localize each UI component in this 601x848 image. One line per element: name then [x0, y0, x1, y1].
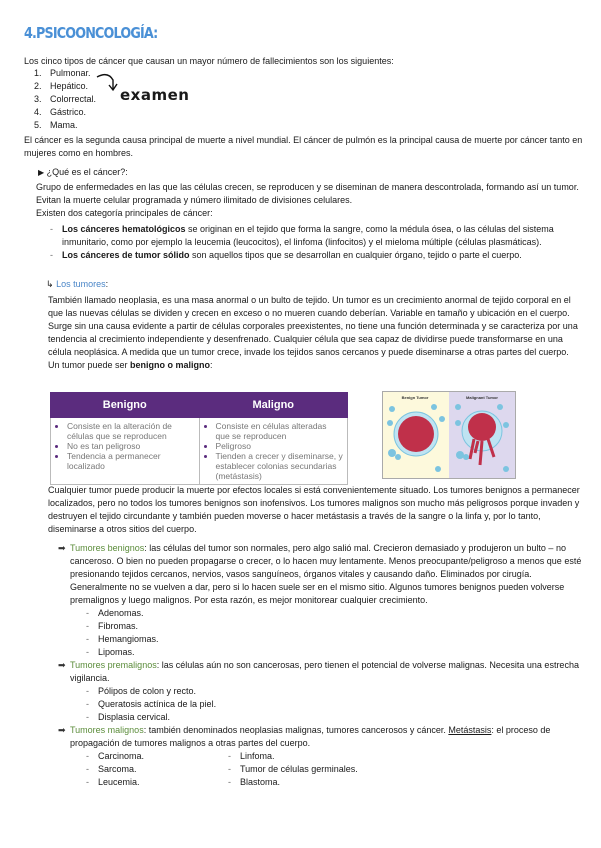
description: se originan en el tejido que forma la sangre, como la médula ósea, o las células del sistema inmunitario, como por ejemplo la leucemia (leucocitos), el linfoma (linfocitos) y el mieloma múltiple (células plasmáticas). [62, 224, 554, 247]
malignos-examples-col2 [228, 750, 358, 789]
list-item [34, 67, 96, 80]
malignos-label: Tumores malignos [70, 725, 144, 735]
list-label: Pulmonar. [50, 68, 91, 78]
triangle-icon: ▶ [38, 168, 45, 177]
malignant-tumor-mass [468, 413, 496, 441]
table-item: • Tienden a crecer y diseminarse, y establecer colonias secundarias (metástasis) [216, 451, 344, 481]
list-item: - Displasia cervical. [86, 711, 588, 724]
benign-label: Benign Tumor [401, 395, 429, 400]
list-item [50, 249, 586, 262]
term: Los cánceres de tumor sólido [62, 250, 190, 260]
list-item: - Carcinoma. [86, 750, 228, 763]
benignos-item [58, 542, 588, 659]
malignos-examples-col1 [86, 750, 228, 789]
description: son aquellos tipos que se desarrollan en cualquier órgano, tejido o parte el cuerpo. [189, 250, 522, 260]
list-label: Gástrico. [50, 107, 87, 117]
list-item: - Lipomas. [86, 646, 588, 659]
list-item: - Tumor de células germinales. [228, 763, 358, 776]
header-maligno: Maligno [199, 393, 348, 418]
sub-arrow-icon: ↳ [46, 279, 54, 289]
list-item: - Hemangiomas. [86, 633, 588, 646]
premalignos-item [58, 659, 588, 724]
que-es-heading [38, 166, 128, 179]
metastasis-definition: : el proceso de propagación de tumores malignos a otras partes del cuerpo. [70, 725, 551, 748]
tumores-text: También llamado neoplasia, es una masa anormal o un bulto de tejido. Un tumor es un crecimiento anormal de tejido corporal en el que las nuevas células se dividen y crecen en exceso o no mueren cuando deberían. Variable en tamaño y ubicación en el cuerpo. Surge sin una causa evidente a partir de células corporales preexistentes, no tiene una función determinada y se caracteriza por una tendencia al crecimiento independiente y desenfrenado. Cualquier célula que sea capaz de dividirse puede transformarse en una célula neoplásica. A medida que un tumor crece, invade los tejidos sanos cercanos y puede diseminarse a otras partes del cuerpo. [48, 295, 578, 357]
benignos-label: Tumores benignos [70, 543, 145, 553]
categories-list [50, 223, 586, 262]
definition-text: Grupo de enfermedades en las que las células crecen, se reproducen y se diseminan de manera descontrolada, formando así un tumor. Evitan la muerte celular programada y número ilimitado de divisiones celulares. [36, 182, 579, 205]
categories-intro: Existen dos categoría principales de cáncer: [36, 208, 213, 218]
heading-text: ¿Qué es el cáncer?: [46, 167, 128, 177]
list-item: - Sarcoma. [86, 763, 228, 776]
malignant-label: Malignant Tumor [466, 395, 498, 400]
list-item [50, 223, 586, 249]
list-item: - Queratosis actínica de la piel. [86, 698, 588, 711]
top-cancers-list [34, 67, 96, 132]
table-item: • No es tan peligroso [67, 441, 195, 451]
intro-text: Los cinco tipos de cáncer que causan un mayor número de fallecimientos son los siguientes: [24, 56, 394, 66]
table-item: • Tendencia a permanecer localizado [67, 451, 195, 471]
list-item: - Leucemia. [86, 776, 228, 789]
list-item [34, 80, 96, 93]
metastasis-term: Metástasis [448, 725, 492, 735]
list-number: 1. [34, 68, 42, 78]
header-benigno: Benigno [51, 393, 200, 418]
table-item: • Consiste en células alteradas que se reproducen [216, 421, 344, 441]
list-item [34, 106, 96, 119]
benignos-examples [86, 607, 588, 659]
benigno-maligno-table [50, 392, 348, 485]
benigno-cell [51, 418, 200, 485]
tumores-heading: ↳ Los tumores: [46, 279, 109, 289]
paragraph-tumor-risks: Cualquier tumor puede producir la muerte por efectos locales si está convenientemente situado. Los tumores benignos a permanecer localizados, pero no todos los tumores benignos son inofensivos. Los tumores malignos son mucho más peligrosos porque invaden y destruyen el tejido circundante y también pueden moverse o hacer metástasis a través de la sangre o la linfa y, por lo tanto, diseminarse a otros sitios del cuerpo. [48, 485, 580, 534]
premalignos-examples [86, 685, 588, 724]
heading-text: Los tumores [56, 279, 106, 289]
list-item: - Adenomas. [86, 607, 588, 620]
list-item: - Pólipos de colon y recto. [86, 685, 588, 698]
paragraph-cancer-stats: El cáncer es la segunda causa principal de muerte a nivel mundial. El cáncer de pulmón es la principal causa de muerte por cáncer tanto en mujeres como en hombres. [24, 135, 583, 158]
list-item [34, 119, 96, 132]
tumor-types-section [58, 542, 588, 789]
text: : [210, 360, 213, 370]
arrow-icon: ➡ [58, 543, 66, 553]
list-number: 4. [34, 107, 42, 117]
text: Un tumor puede ser [48, 360, 131, 370]
list-item: - Linfoma. [228, 750, 358, 763]
maligno-cell [199, 418, 348, 485]
text-bold: benigno o maligno [130, 360, 211, 370]
tumor-types-line [48, 359, 588, 372]
table-item: • Consiste en la alteración de células que se reproducen [67, 421, 195, 441]
list-number: 3. [34, 94, 42, 104]
malignos-item [58, 724, 588, 789]
malignos-text: : también denominados neoplasias malignas, tumores cancerosos y cáncer. [143, 725, 449, 735]
list-item: - Fibromas. [86, 620, 588, 633]
benign-tumor-mass [398, 416, 434, 452]
arrow-icon: ➡ [58, 725, 66, 735]
tumor-figure [382, 391, 516, 479]
list-label: Hepático. [50, 81, 89, 91]
list-item: - Blastoma. [228, 776, 358, 789]
handwritten-note: examen [120, 86, 190, 104]
page-title: 4.PSICOONCOLOGÍA: [24, 24, 158, 42]
list-label: Mama. [50, 120, 78, 130]
premalignos-text: : las células aún no son cancerosas, pero tienen el potencial de volverse malignas. Necesita una estrecha vigilancia. [70, 660, 579, 683]
arrow-icon: ➡ [58, 660, 66, 670]
tumores-section [48, 294, 588, 372]
list-number: 5. [34, 120, 42, 130]
premalignos-label: Tumores premalignos [70, 660, 157, 670]
benignos-text: : las células del tumor son normales, pero algo salió mal. Crecieron demasiado y produjeron un bulto – no canceroso. O bien no pueden propagarse o crecer, o lo hacen muy lentamente. Menos preocupante/peligroso a menos que esté presionando tejidos cercanos, nervios, vasos sanguíneos, órganos vitales y causando daño. Eliminados por cirugía. Generalmente no se vuelven a dar, pero si lo hacen suele ser en el mismo sitio. Algunos tumores benignos pueden volverse premalignos y luego malignos. Por esta razón, es mejor monitorear cualquier crecimiento. [70, 543, 582, 605]
handwritten-arrow-icon [96, 72, 122, 94]
que-es-section [36, 181, 586, 262]
table-item: • Peligroso [216, 441, 344, 451]
list-number: 2. [34, 81, 42, 91]
list-label: Colorrectal. [50, 94, 97, 104]
term: Los cánceres hematológicos [62, 224, 186, 234]
list-item [34, 93, 96, 106]
